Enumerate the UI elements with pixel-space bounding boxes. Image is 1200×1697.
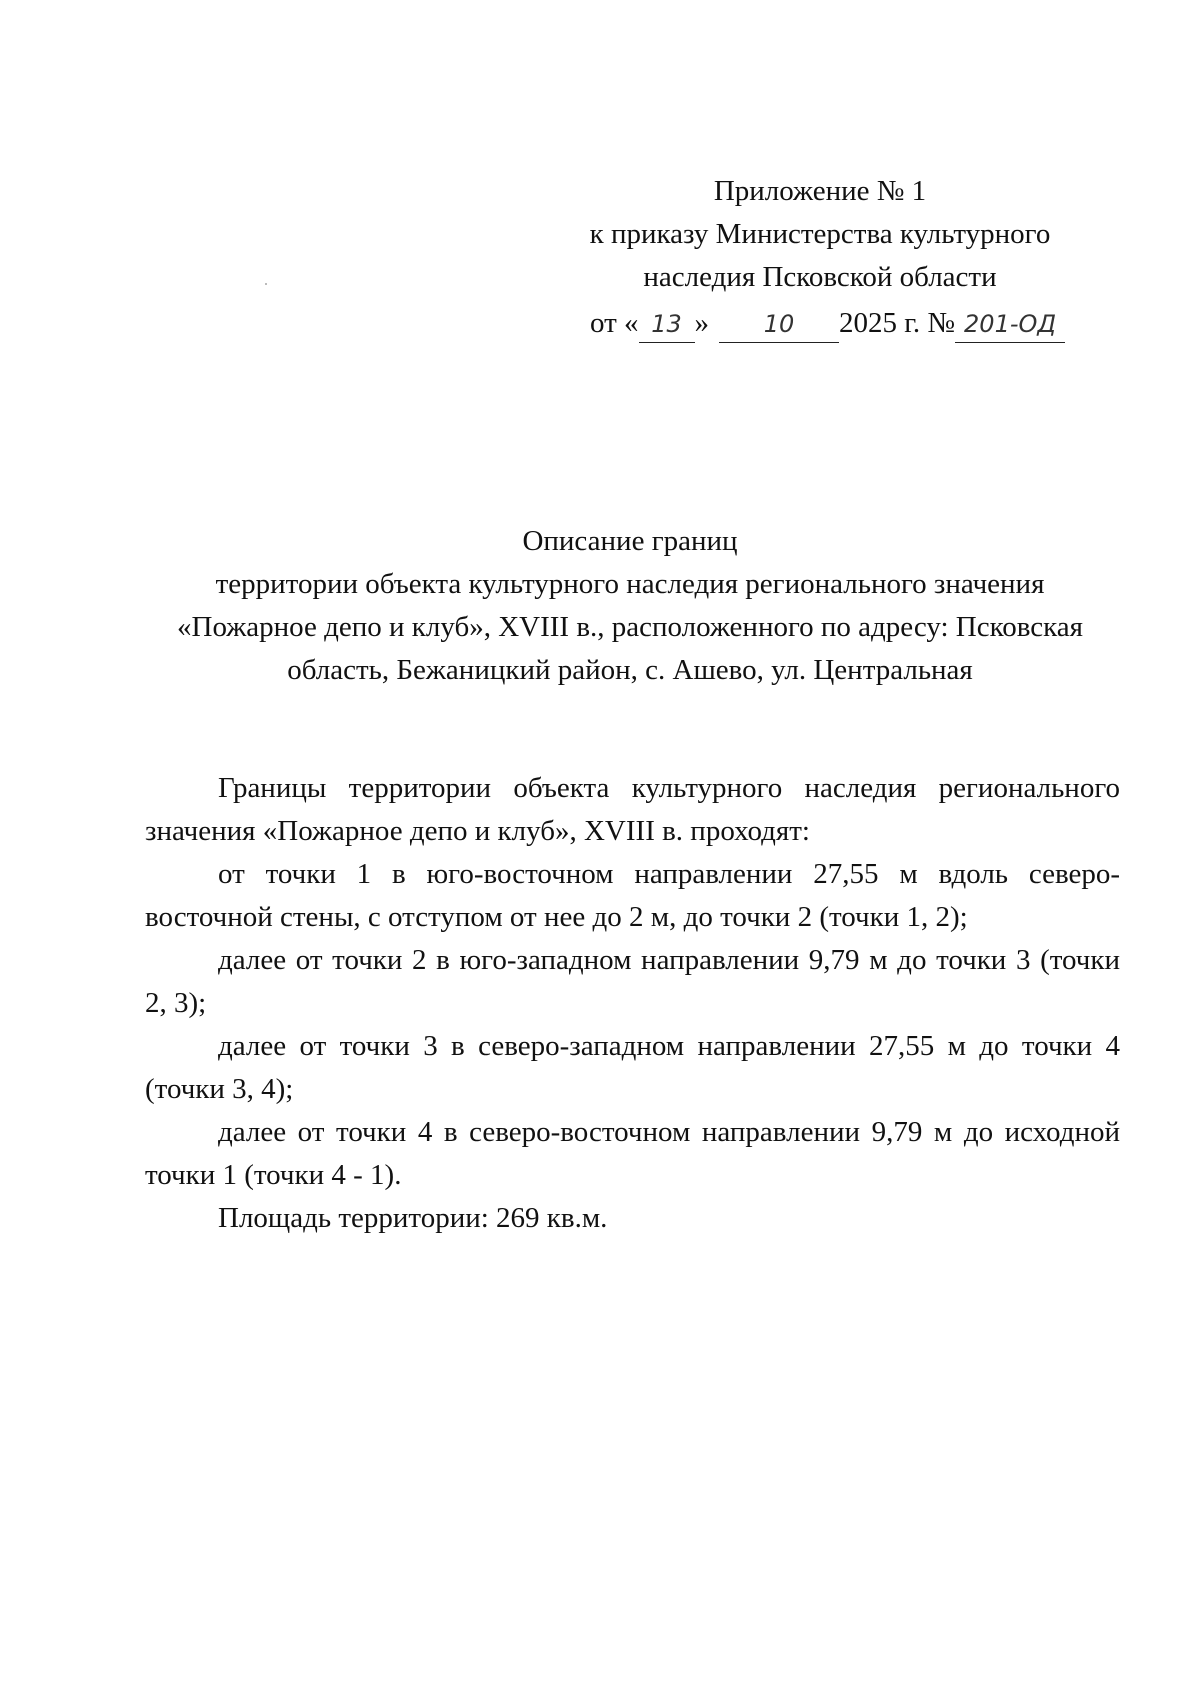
boundary-intro: Границы территории объекта культурного наследия регионального значения «Пожарное депо и клуб», XVIII в. проходят: — [145, 772, 1120, 847]
document-title — [140, 520, 1120, 692]
title-line-4: область, Бежаницкий район, с. Ашево, ул. Центральная — [287, 654, 973, 686]
boundary-segment-1-2: от точки 1 в юго-восточном направлении 27,55 м вдоль северо-восточной стены, с отступом от нее до 2 м, до точки 2 (точки 1, 2); — [145, 858, 1120, 933]
scan-speck — [265, 283, 267, 285]
handwritten-order-number: 201-ОД — [955, 303, 1065, 346]
date-quote-close: » — [694, 307, 710, 339]
title-line-1: Описание границ — [522, 525, 738, 557]
appendix-header — [560, 170, 1080, 299]
boundary-segment-2-3: далее от точки 2 в юго-западном направлении 9,79 м до точки 3 (точки 2, 3); — [145, 944, 1120, 1019]
document-body — [145, 767, 1120, 1240]
date-prefix: от « — [590, 307, 639, 339]
handwritten-day: 13 — [639, 303, 695, 346]
boundary-segment-3-4: далее от точки 3 в северо-западном направлении 27,55 м до точки 4 (точки 3, 4); — [145, 1030, 1120, 1105]
title-line-2: территории объекта культурного наследия регионального значения — [215, 568, 1045, 600]
order-date-line — [590, 302, 1110, 346]
date-year: 2025 г. № — [839, 307, 956, 339]
territory-area: Площадь территории: 269 кв.м. — [218, 1202, 608, 1234]
title-line-3: «Пожарное депо и клуб», XVIII в., расположенного по адресу: Псковская — [177, 611, 1083, 643]
appendix-number: Приложение № 1 — [713, 175, 927, 207]
boundary-segment-4-1: далее от точки 4 в северо-восточном направлении 9,79 м до исходной точки 1 (точки 4 - 1). — [145, 1116, 1120, 1191]
ministry-name: наследия Псковской области — [643, 261, 997, 293]
handwritten-month: 10 — [719, 303, 839, 346]
order-reference: к приказу Министерства культурного — [589, 218, 1051, 250]
